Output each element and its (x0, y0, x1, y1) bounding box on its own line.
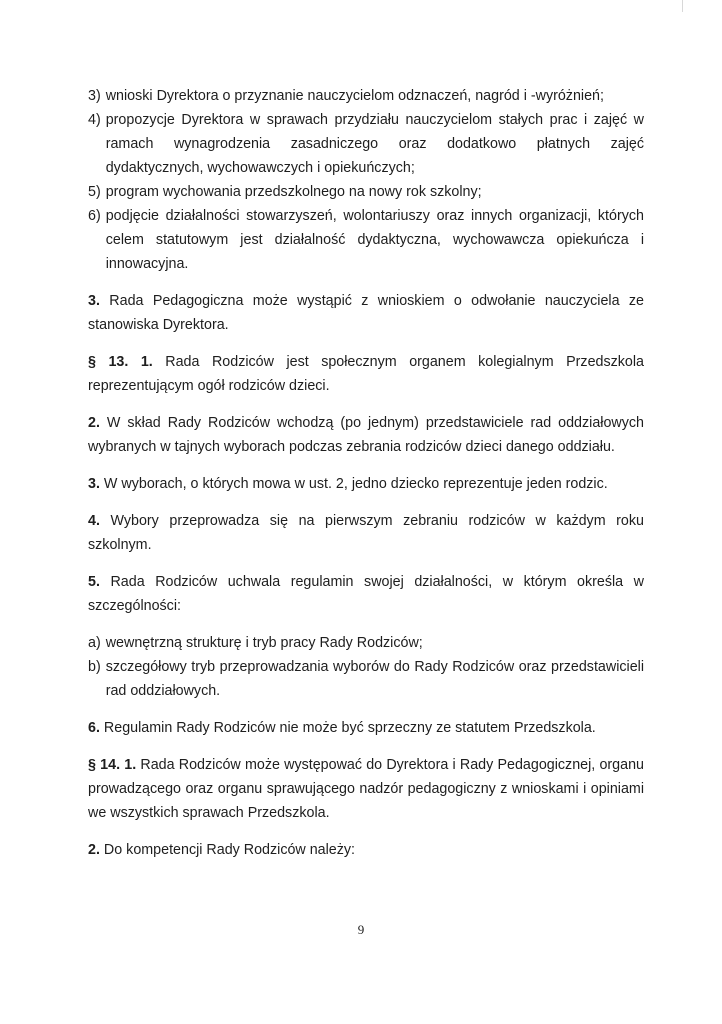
scan-edge-mark (682, 0, 683, 12)
list-item (88, 108, 644, 180)
section-14-paragraph (88, 753, 644, 825)
paragraph-text: W skład Rady Rodziców wchodzą (po jednym) przedstawiciele rad oddziałowych wybranych w tajnych wyborach podczas zebrania rodziców dzieci danego oddziału. (88, 415, 644, 455)
list-item-number: 6) (88, 208, 101, 224)
paragraph-number: 6. (88, 720, 100, 736)
paragraph (88, 838, 644, 862)
paragraph-text: Rada Rodziców uchwala regulamin swojej działalności, w którym określa w szczególności: (88, 574, 644, 614)
section-13-paragraph (88, 350, 644, 398)
list-item-letter: b) (88, 659, 101, 675)
paragraph-text: Rada Pedagogiczna może wystąpić z wnioskiem o odwołanie nauczyciela ze stanowiska Dyrektora. (88, 293, 644, 333)
list-item (88, 631, 644, 655)
list-item (88, 204, 644, 276)
paragraph-text: Regulamin Rady Rodziców nie może być sprzeczny ze statutem Przedszkola. (103, 720, 596, 736)
paragraph-number: 2. (88, 842, 100, 858)
list-item-text: propozycje Dyrektora w sprawach przydziału nauczycielom stałych prac i zajęć w ramach wynagrodzenia zasadniczego oraz dodatkowo płatnych zajęć dydaktycznych, wychowawczych i opiekuńczych; (105, 112, 644, 176)
paragraph-text: Rada Rodziców może występować do Dyrektora i Rady Pedagogicznej, organu prowadzącego oraz organu sprawującego nadzór pedagogiczny z wnioskami i opiniami we wszystkich sprawach Przedszkola. (88, 757, 644, 821)
paragraph-number: 3. (88, 293, 100, 309)
paragraph-number: 3. (88, 476, 100, 492)
paragraph-text: W wyborach, o których mowa w ust. 2, jedno dziecko reprezentuje jeden rodzic. (103, 476, 608, 492)
list-item (88, 655, 644, 703)
list-item-text: szczegółowy tryb przeprowadzania wyborów do Rady Rodziców oraz przedstawicieli rad oddziałowych. (105, 659, 644, 699)
paragraph-text: Rada Rodziców jest społecznym organem kolegialnym Przedszkola reprezentującym ogół rodziców dzieci. (88, 354, 644, 394)
list-item (88, 180, 644, 204)
list-item-text: wewnętrzną strukturę i tryb pracy Rady Rodziców; (105, 635, 423, 651)
document-page (88, 84, 644, 862)
list-item-number: 4) (88, 112, 101, 128)
paragraph-number: 4. (88, 513, 100, 529)
list-item-number: 3) (88, 88, 101, 104)
paragraph (88, 289, 644, 337)
list-item-text: wnioski Dyrektora o przyznanie nauczycielom odznaczeń, nagród i -wyróżnień; (105, 88, 604, 104)
page-number: 9 (357, 922, 365, 937)
paragraph (88, 472, 644, 496)
list-item-number: 5) (88, 184, 101, 200)
section-heading-number: § 14. 1. (88, 757, 137, 773)
list-item-text: program wychowania przedszkolnego na nowy rok szkolny; (105, 184, 482, 200)
paragraph (88, 509, 644, 557)
paragraph (88, 411, 644, 459)
list-item-text: podjęcie działalności stowarzyszeń, wolontariuszy oraz innych organizacji, których celem statutowym jest działalność dydaktyczna, wychowawcza opiekuńcza i innowacyjna. (105, 208, 644, 272)
paragraph (88, 570, 644, 618)
list-item-letter: a) (88, 635, 101, 651)
paragraph-number: 5. (88, 574, 100, 590)
paragraph (88, 716, 644, 740)
paragraph-text: Wybory przeprowadza się na pierwszym zebraniu rodziców w każdym roku szkolnym. (88, 513, 644, 553)
paragraph-text: Do kompetencji Rady Rodziców należy: (103, 842, 356, 858)
list-item (88, 84, 644, 108)
section-heading-number: § 13. 1. (88, 354, 153, 370)
paragraph-number: 2. (88, 415, 100, 431)
